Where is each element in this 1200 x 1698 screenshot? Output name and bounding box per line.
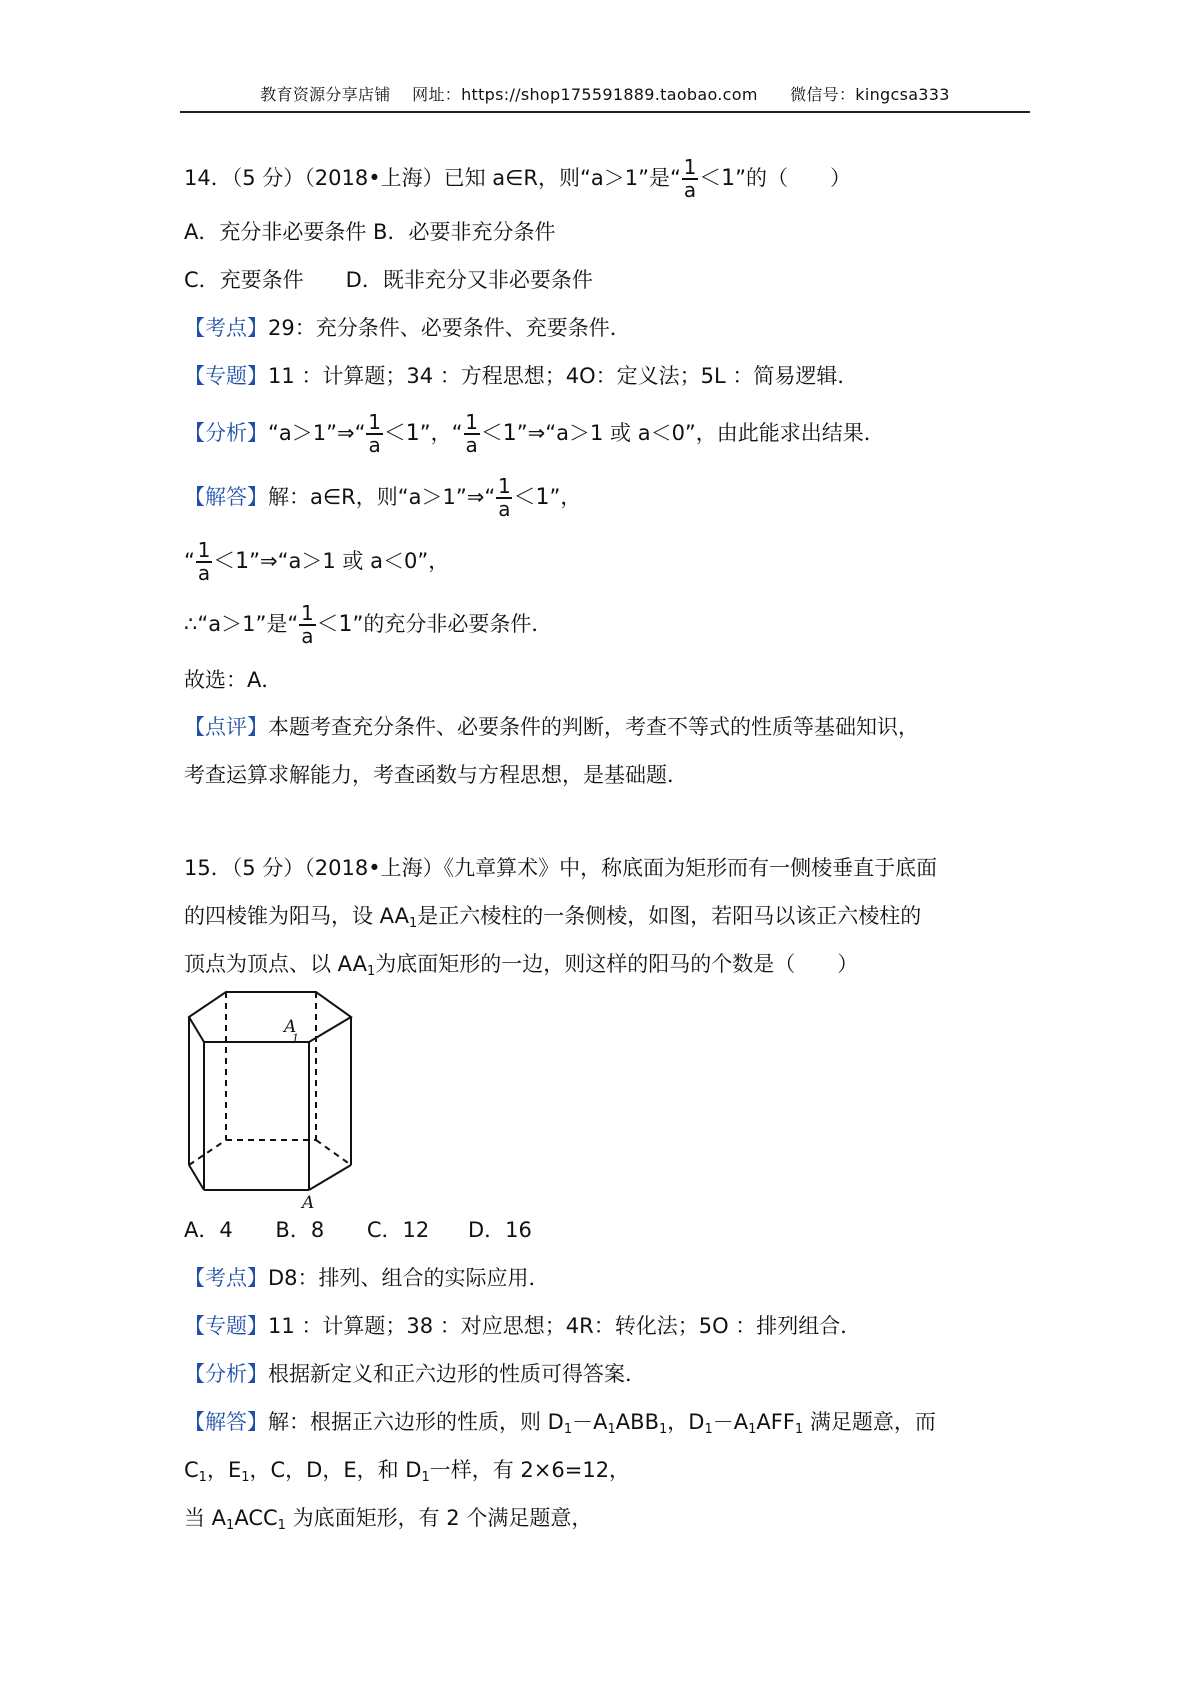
hexagonal-prism-diagram: [184, 990, 364, 1210]
q15-stem-3: 顶点为顶点、以 $AA_1$为底面矩形的一边，则这样的阳马的个数是（ ）: [184, 952, 859, 979]
fraction: $\frac{1}{a}$: [497, 474, 511, 521]
q15-kaodian: 【考点】D8：排列、组合的实际应用．: [184, 1266, 550, 1290]
q14-kaodian: 【考点】29：充分条件、必要条件、充要条件．: [184, 316, 631, 340]
q14-jieda-3: ∴“a＞1”是“ $\frac{1}{a}$ ＜1”的充分非必要条件．: [184, 601, 553, 648]
q15-zhuanti: 【专题】11 ：计算题；38 ：对应思想；4R：转化法；5O ：排列组合．: [184, 1314, 862, 1338]
q15-option-d: D．16: [467, 1218, 532, 1242]
q15-stem-1: 15．（5 分）（2018•上海）《九章算术》中，称底面为矩形而有一侧棱垂直于底面: [184, 856, 938, 880]
q15-option-b: B．8: [275, 1218, 325, 1242]
vertex-label-a1-sub: 1: [292, 1032, 299, 1045]
q14-stem: [184, 157, 851, 201]
q15-jieda-3: 当 $A_1ACC_1$ 为底面矩形，有 2 个满足题意，: [184, 1506, 593, 1533]
q14-stem-text-a: 14．（5 分）（2018•上海）已知 a∈R，则“a＞1”是“: [184, 166, 681, 190]
q14-options-cd: C．充要条件 D．既非充分又非必要条件: [184, 268, 593, 292]
q15-option-c: C．12: [366, 1218, 430, 1242]
fraction: $\frac{1}{a}$: [301, 601, 314, 648]
header-divider: [180, 111, 1030, 113]
q14-fraction: $\frac{1}{a}$: [683, 155, 697, 202]
q14-ineq: ＜1: [699, 166, 736, 191]
vertex-label-a1: A: [284, 1017, 297, 1037]
q15-jieda-2: $C_1$，$E_1$，C，D，E，和 $D_1$一样，有 2×6=12，: [184, 1458, 631, 1485]
q15-jieda-1: 【解答】解：根据正六边形的性质，则 $D_1-A_1ABB_1$，$D_1-A_1AFF_1$ 满足题意，而: [184, 1410, 936, 1437]
q15-fenxi: 【分析】根据新定义和正六边形的性质可得答案．: [184, 1362, 646, 1386]
page-header: 教育资源分享店铺 网址：https://shop175591889.taobao.com 微信号：kingcsa333: [260, 85, 950, 104]
q14-answer: 故选：A．: [184, 668, 283, 692]
fraction: $\frac{1}{a}$: [465, 410, 478, 457]
q15-stem-2: 的四棱锥为阳马，设 $AA_1$是正六棱柱的一条侧棱，如图，若阳马以该正六棱柱的: [184, 904, 922, 931]
q14-options-ab: A．充分非必要条件 B．必要非充分条件: [184, 220, 556, 244]
q14-stem-text-b: ”的（ ）: [735, 166, 852, 190]
fraction: $\frac{1}{a}$: [197, 538, 211, 585]
q14-jieda-2: “ $\frac{1}{a}$ ＜1”⇒“a＞1 或 a＜0”，: [184, 538, 450, 585]
q14-dianping-2: 考查运算求解能力，考查函数与方程思想，是基础题．: [184, 763, 688, 787]
vertex-label-a: A: [302, 1193, 315, 1210]
q15-option-a: A．4: [184, 1218, 233, 1242]
fraction: $\frac{1}{a}$: [368, 410, 381, 457]
q14-fenxi: 【分析】“a＞1”⇒“ $\frac{1}{a}$ ＜1”，“ $\frac{1}{a}$ ＜1”⇒“a＞1 或 a＜0”，由此能求出结果．: [184, 410, 885, 457]
q14-zhuanti: 【专题】11 ：计算题；34 ：方程思想；4O：定义法；5L ：简易逻辑．: [184, 364, 859, 388]
q14-jieda-1: 【解答】解：a∈R，则“a＞1”⇒“ $\frac{1}{a}$ ＜1”，: [184, 474, 582, 521]
hexagonal-prism-figure: [184, 990, 364, 1214]
q15-options: [184, 1215, 532, 1245]
q14-dianping-1: 【点评】本题考查充分条件、必要条件的判断，考查不等式的性质等基础知识，: [184, 715, 919, 739]
